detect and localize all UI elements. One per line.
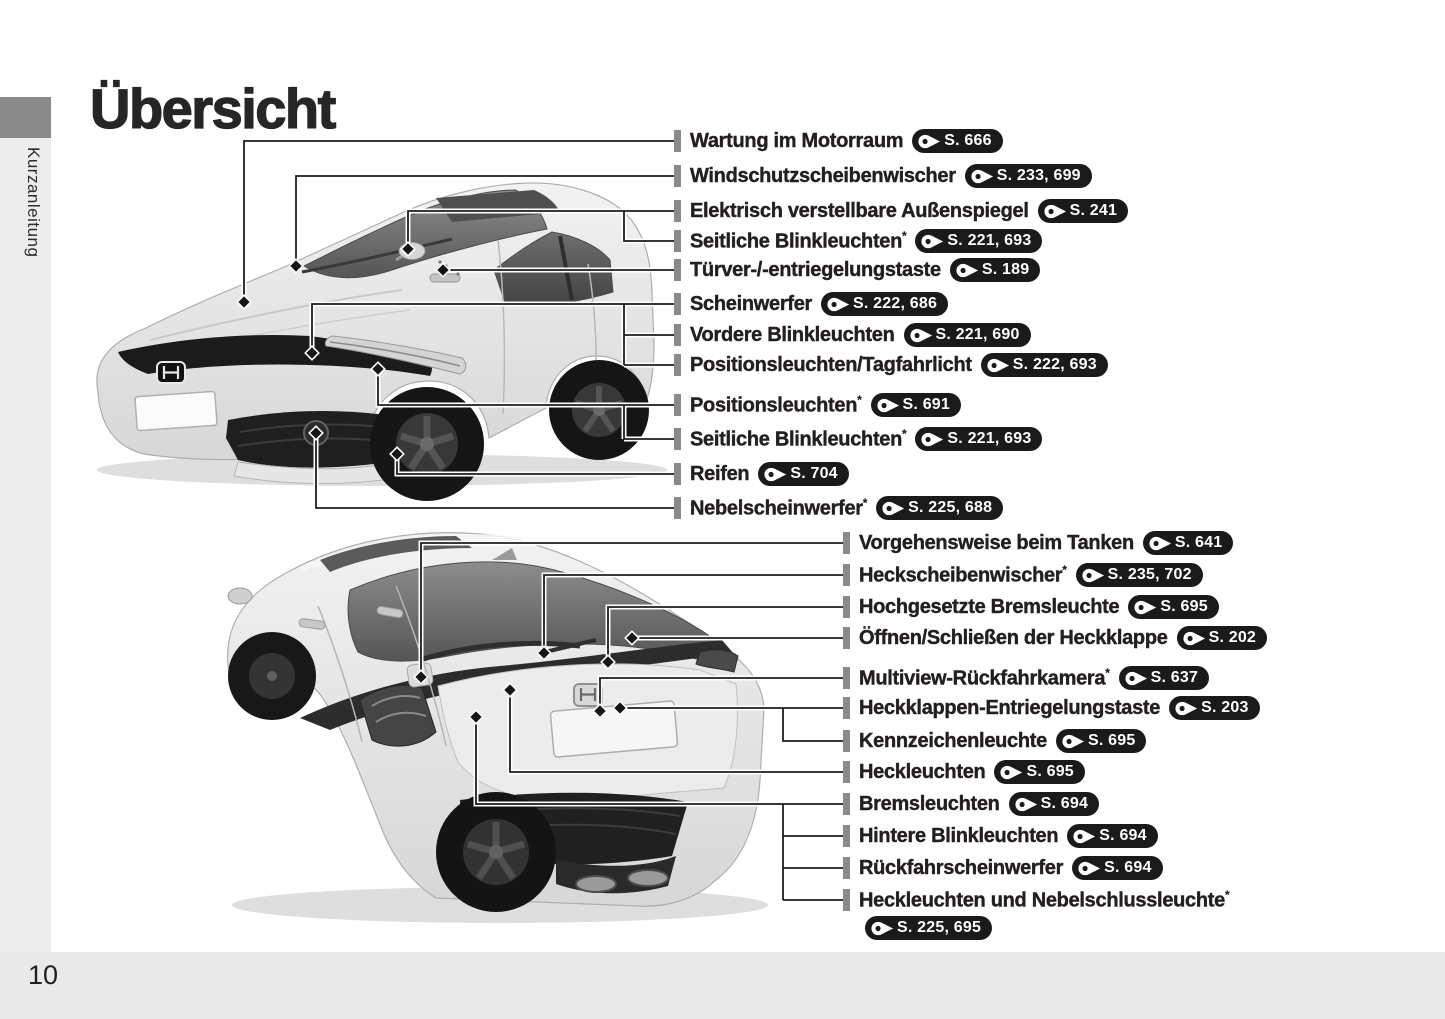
page-arrow-icon bbox=[987, 358, 1010, 373]
page-ref-text: S. 221, 693 bbox=[947, 232, 1032, 249]
part-label-text: Rückfahrscheinwerfer bbox=[859, 856, 1064, 879]
leader-tick bbox=[674, 259, 681, 281]
part-label-text: Positionsleuchten* bbox=[690, 392, 862, 417]
part-label-text: Vordere Blinkleuchten bbox=[690, 323, 895, 346]
part-label-text: Vorgehensweise beim Tanken bbox=[859, 531, 1134, 554]
page-ref-text: S. 241 bbox=[1069, 202, 1118, 219]
page-arrow-icon bbox=[1073, 829, 1096, 844]
page-ref-text: S. 704 bbox=[790, 465, 838, 482]
part-label-text: Nebelscheinwerfer* bbox=[690, 495, 868, 520]
page-ref-text: S. 221, 690 bbox=[935, 326, 1020, 343]
part-label-row bbox=[843, 530, 1233, 556]
page-ref-text: S. 695 bbox=[1160, 598, 1208, 615]
page-ref-text: S. 694 bbox=[1099, 827, 1147, 844]
leader-tick bbox=[843, 667, 850, 689]
page-arrow-icon bbox=[1125, 671, 1148, 686]
part-label-text: Öffnen/Schließen der Heckklappe bbox=[859, 626, 1168, 649]
leader-tick bbox=[843, 697, 850, 719]
page-arrow-icon bbox=[1078, 861, 1101, 876]
part-label-row bbox=[674, 228, 1042, 254]
page-arrow-icon bbox=[764, 467, 787, 482]
page-ref-text: S. 641 bbox=[1174, 534, 1223, 551]
page-ref-text: S. 189 bbox=[981, 261, 1030, 278]
page-ref-badge[interactable] bbox=[1067, 824, 1157, 848]
page-ref-badge[interactable] bbox=[1076, 563, 1203, 587]
leader-tick bbox=[674, 293, 681, 315]
page-ref-badge[interactable] bbox=[1009, 792, 1099, 816]
page-ref-text: S. 202 bbox=[1208, 629, 1257, 646]
page-arrow-icon bbox=[1000, 765, 1023, 780]
part-label-row bbox=[674, 461, 849, 487]
page-ref-badge[interactable] bbox=[912, 129, 1002, 153]
page-ref-badge[interactable] bbox=[904, 323, 1031, 347]
leader-tick bbox=[843, 564, 850, 586]
part-label-row bbox=[843, 594, 1219, 620]
leader-tick bbox=[674, 200, 681, 222]
page-ref-text: S. 233, 699 bbox=[996, 167, 1081, 184]
part-label-text: Kennzeichenleuchte bbox=[859, 729, 1047, 752]
page-ref-badge[interactable] bbox=[950, 258, 1040, 282]
page-ref-text: S. 225, 688 bbox=[908, 499, 993, 516]
page-ref-text: S. 666 bbox=[944, 132, 992, 149]
page-ref-badge[interactable] bbox=[994, 760, 1084, 784]
leader-tick bbox=[674, 428, 681, 450]
leader-tick bbox=[843, 730, 850, 752]
page-ref-badge[interactable] bbox=[1143, 531, 1233, 555]
page-arrow-icon bbox=[921, 234, 944, 249]
page-ref-text: S. 225, 695 bbox=[897, 919, 982, 936]
page-ref-text: S. 222, 686 bbox=[853, 295, 938, 312]
page-arrow-icon bbox=[1082, 568, 1105, 583]
part-label-text: Türver-/-entriegelungstaste bbox=[690, 258, 941, 281]
leader-tick bbox=[674, 324, 681, 346]
part-label-row bbox=[674, 257, 1040, 283]
page-arrow-icon bbox=[1015, 797, 1038, 812]
rear-car-illustration bbox=[228, 533, 768, 923]
page-ref-badge[interactable] bbox=[1128, 595, 1218, 619]
part-label-row bbox=[674, 392, 961, 418]
page-ref-text: S. 695 bbox=[1026, 763, 1074, 780]
page-arrow-icon bbox=[971, 169, 994, 184]
page-arrow-icon bbox=[1175, 701, 1198, 716]
page-arrow-icon bbox=[1149, 536, 1172, 551]
page-number: 10 bbox=[28, 960, 59, 990]
part-label-text: Heckleuchten bbox=[859, 760, 986, 783]
page-ref-badge[interactable] bbox=[876, 496, 1003, 520]
leader-tick bbox=[843, 793, 850, 815]
page-title: Übersicht bbox=[90, 76, 335, 140]
page-arrow-icon bbox=[918, 134, 941, 149]
part-label-row bbox=[843, 695, 1260, 721]
leader-tick bbox=[843, 596, 850, 618]
part-label-row bbox=[674, 426, 1042, 452]
leader-tick bbox=[674, 354, 681, 376]
part-label-text: Seitliche Blinkleuchten* bbox=[690, 426, 907, 451]
page-ref-badge[interactable] bbox=[915, 229, 1042, 253]
leader-tick bbox=[843, 627, 850, 649]
part-label-row bbox=[674, 352, 1108, 378]
part-label-text: Hintere Blinkleuchten bbox=[859, 824, 1059, 847]
part-label-row bbox=[843, 625, 1267, 651]
page-arrow-icon bbox=[871, 921, 894, 936]
part-label-row bbox=[674, 128, 1003, 154]
page-ref-text: S. 691 bbox=[902, 396, 950, 413]
sidebar-section-label: Kurzanleitung bbox=[24, 147, 43, 258]
leader-tick bbox=[674, 497, 681, 519]
page-ref-badge[interactable] bbox=[1072, 856, 1162, 880]
page-ref-text: S. 694 bbox=[1104, 859, 1152, 876]
page-arrow-icon bbox=[877, 398, 900, 413]
page-ref-text: S. 222, 693 bbox=[1012, 356, 1097, 373]
page-ref-text: S. 221, 693 bbox=[947, 430, 1032, 447]
part-label-text: Positionsleuchten/Tagfahrlicht bbox=[690, 353, 972, 376]
part-label-text: Multiview-Rückfahrkamera* bbox=[859, 665, 1110, 690]
page-ref-badge[interactable] bbox=[915, 427, 1042, 451]
page-ref-text: S. 235, 702 bbox=[1107, 566, 1192, 583]
part-label-text: Windschutzscheibenwischer bbox=[690, 164, 956, 187]
part-label-text: Reifen bbox=[690, 462, 750, 485]
leader-tick bbox=[843, 889, 850, 911]
page-arrow-icon bbox=[1134, 600, 1157, 615]
leader-tick bbox=[674, 394, 681, 416]
page-arrow-icon bbox=[956, 263, 979, 278]
part-label-row bbox=[674, 291, 948, 317]
page-arrow-icon bbox=[1044, 204, 1067, 219]
leader-tick bbox=[674, 463, 681, 485]
page-ref-badge[interactable] bbox=[821, 292, 948, 316]
page-ref-badge[interactable] bbox=[1038, 199, 1128, 223]
part-label-text: Heckscheibenwischer* bbox=[859, 562, 1067, 587]
part-label-text: Seitliche Blinkleuchten* bbox=[690, 228, 907, 253]
page-ref-badge[interactable] bbox=[758, 462, 848, 486]
page-ref-badge[interactable] bbox=[1177, 626, 1267, 650]
leader-tick bbox=[674, 230, 681, 252]
part-label-row bbox=[843, 823, 1158, 849]
part-label-row bbox=[674, 163, 1092, 189]
page-ref-badge[interactable] bbox=[1056, 729, 1146, 753]
page-arrow-icon bbox=[882, 501, 905, 516]
part-label-text: Elektrisch verstellbare Außenspiegel bbox=[690, 199, 1029, 222]
page-ref-text: S. 203 bbox=[1201, 699, 1249, 716]
leader-tick bbox=[674, 165, 681, 187]
page-ref-text: S. 637 bbox=[1150, 669, 1199, 686]
part-label-row bbox=[843, 791, 1099, 817]
leader-tick bbox=[843, 532, 850, 554]
part-label-row bbox=[843, 728, 1146, 754]
part-label-row bbox=[843, 759, 1085, 785]
part-label-row bbox=[674, 198, 1128, 224]
leader-tick bbox=[843, 825, 850, 847]
page-arrow-icon bbox=[1183, 631, 1206, 646]
page-ref-text: S. 694 bbox=[1040, 795, 1089, 812]
part-label-row bbox=[843, 887, 1229, 913]
part-label-row bbox=[843, 855, 1163, 881]
leader-tick bbox=[843, 761, 850, 783]
front-car-illustration bbox=[97, 183, 667, 501]
page-ref-badge[interactable] bbox=[981, 353, 1108, 377]
leader-tick bbox=[843, 857, 850, 879]
part-label-row bbox=[843, 665, 1209, 691]
page-arrow-icon bbox=[921, 432, 944, 447]
part-label-text: Hochgesetzte Bremsleuchte bbox=[859, 595, 1120, 618]
part-label-text: Scheinwerfer bbox=[690, 292, 813, 315]
page-arrow-icon bbox=[827, 297, 850, 312]
part-label-row bbox=[843, 562, 1203, 588]
page-ref-badge[interactable] bbox=[1119, 666, 1209, 690]
part-label-text: Bremsleuchten bbox=[859, 792, 1000, 815]
page-ref-text: S. 695 bbox=[1087, 732, 1136, 749]
page-arrow-icon bbox=[910, 328, 933, 343]
part-label-text: Heckleuchten und Nebelschlussleuchte* bbox=[859, 887, 1230, 912]
part-label-row bbox=[674, 322, 1031, 348]
leader-tick bbox=[674, 130, 681, 152]
part-label-text: Heckklappen-Entriegelungstaste bbox=[859, 696, 1161, 719]
page-arrow-icon bbox=[1062, 734, 1085, 749]
page-ref-badge[interactable] bbox=[871, 393, 961, 417]
page-ref-badge[interactable] bbox=[965, 164, 1092, 188]
page-ref-badge[interactable] bbox=[1169, 696, 1259, 720]
part-label-text: Wartung im Motorraum bbox=[690, 129, 904, 152]
page-ref-badge[interactable] bbox=[865, 916, 992, 940]
part-label-row bbox=[674, 495, 1003, 521]
